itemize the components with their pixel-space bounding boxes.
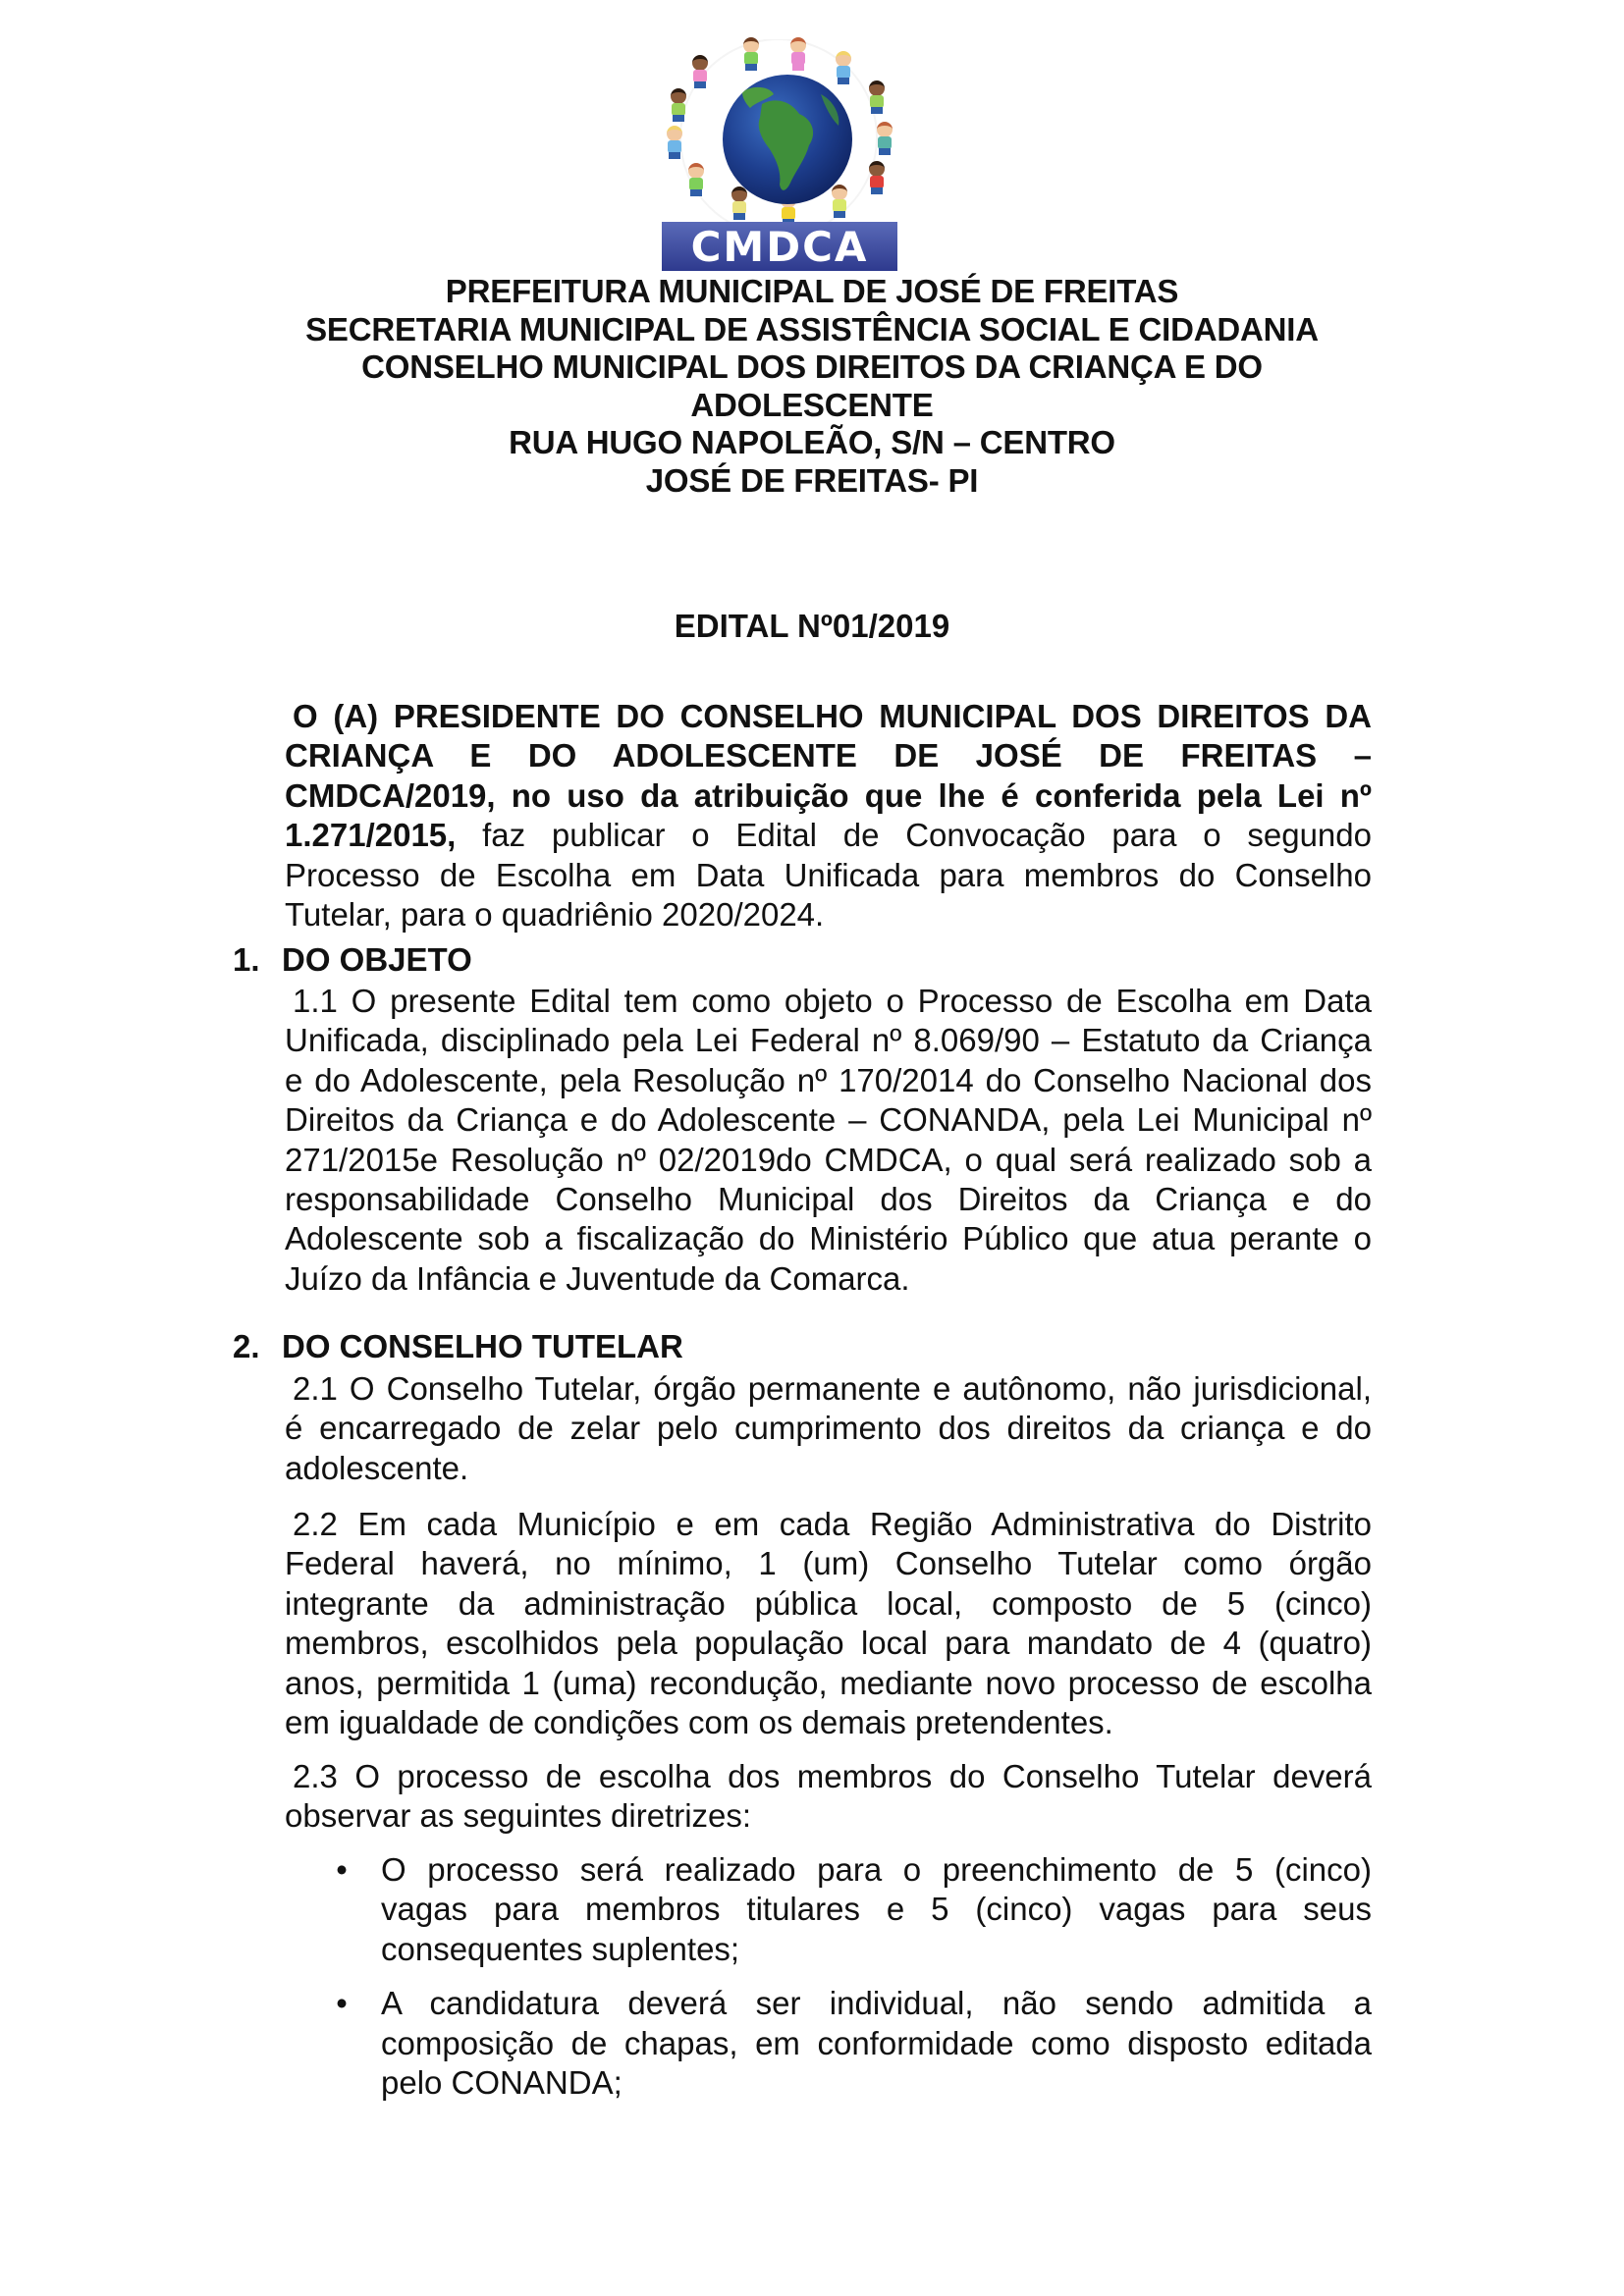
child-figure-icon (685, 163, 707, 196)
section-heading-objeto (233, 940, 472, 980)
header-line-conselho: CONSELHO MUNICIPAL DOS DIREITOS DA CRIANÇA E DO (361, 348, 1263, 385)
paragraph-line: 271/2015e Resolução nº 02/2019do CMDCA, o qual será realizado sob a (285, 1141, 1372, 1178)
child-figure-icon (866, 161, 888, 194)
paragraph-line: 1.1 O presente Edital tem como objeto o Processo de Escolha em Data (293, 983, 1372, 1019)
paragraph-line: e do Adolescente, pela Resolução nº 170/2014 do Conselho Nacional dos (285, 1061, 1372, 1098)
list-item (332, 1984, 1372, 2103)
paragraph-line: Adolescente sob a fiscalização do Ministério Público que atua perante o (285, 1220, 1372, 1257)
section-title: DO OBJETO (282, 941, 472, 978)
section-number: 2. (233, 1328, 260, 1364)
preamble-line: O (A) PRESIDENTE DO CONSELHO MUNICIPAL DOS DIREITOS DA (293, 698, 1372, 734)
paragraph-line: anos, permitida 1 (uma) recondução, mediante novo processo de escolha (285, 1664, 1372, 1701)
paragraph-line: 2.2 Em cada Município e em cada Região Administrativa do Distrito (293, 1506, 1372, 1542)
header-line-adolescente: ADOLESCENTE (690, 386, 934, 423)
paragraph-line: 2.3 O processo de escolha dos membros do Conselho Tutelar deverá (293, 1758, 1372, 1794)
paragraph-line: Federal haverá, no mínimo, 1 (um) Conselho Tutelar como órgão (285, 1545, 1372, 1582)
paragraph-2-1 (285, 1369, 1372, 1488)
paragraph-line: Unificada, disciplinado pela Lei Federal nº 8.069/90 – Estatuto da Criança (285, 1022, 1372, 1059)
list-item-line: A candidatura deverá ser individual, não sendo admitida a (381, 1985, 1372, 2022)
paragraph-2-3 (285, 1757, 1372, 1837)
child-figure-icon (874, 122, 895, 155)
law-reference: 1.271/2015, (285, 817, 457, 854)
child-figure-icon (866, 80, 888, 114)
edital-title: EDITAL Nº01/2019 (674, 608, 950, 644)
cmdca-logo (656, 35, 901, 271)
list-item-line: O processo será realizado para o preenchimento de 5 (cinco) (381, 1851, 1372, 1888)
paragraph-line: membros, escolhidos pela população local para mandato de 4 (quatro) (285, 1625, 1372, 1662)
logo-banner (662, 222, 897, 271)
list-item (332, 1850, 1372, 1969)
child-figure-icon (664, 126, 685, 159)
paragraph-1-1 (285, 982, 1372, 1299)
section-number: 1. (233, 941, 260, 978)
preamble-paragraph (285, 697, 1372, 934)
paragraph-line: 2.1 O Conselho Tutelar, órgão permanente e autônomo, não jurisdicional, (293, 1370, 1372, 1407)
paragraph-line: adolescente. (285, 1449, 469, 1486)
preamble-line-text: faz publicar o Edital de Convocação para o segundo (456, 817, 1372, 854)
list-item-line: vagas para membros titulares e 5 (cinco) vagas para seus (381, 1891, 1372, 1928)
paragraph-line: Direitos da Criança e do Adolescente – CONANDA, pela Lei Municipal nº (285, 1101, 1372, 1139)
header-line-secretaria: SECRETARIA MUNICIPAL DE ASSISTÊNCIA SOCIAL E CIDADANIA (305, 310, 1319, 347)
globe-icon (723, 75, 852, 204)
preamble-line: CMDCA/2019, no uso da atribuição que lhe é conferida pela Lei nº (285, 776, 1372, 814)
paragraph-line: Juízo da Infância e Juventude da Comarca. (285, 1259, 910, 1297)
paragraph-line: observar as seguintes diretrizes: (285, 1797, 752, 1835)
preamble-line (285, 816, 1372, 855)
list-item-line: consequentes suplentes; (381, 1930, 740, 1967)
header-line-prefeitura: PREFEITURA MUNICIPAL DE JOSÉ DE FREITAS (445, 273, 1179, 309)
paragraph-2-2 (285, 1505, 1372, 1742)
document-header (0, 273, 1624, 500)
header-line-city: JOSÉ DE FREITAS- PI (645, 461, 979, 499)
paragraph-line: integrante da administração pública local, composto de 5 (cinco) (285, 1584, 1372, 1622)
preamble-line: Processo de Escolha em Data Unificada para membros do Conselho (285, 856, 1372, 893)
child-figure-icon (689, 55, 711, 88)
section-heading-conselho-tutelar (233, 1327, 683, 1366)
paragraph-line: em igualdade de condições com os demais pretendentes. (285, 1704, 1113, 1741)
preamble-line: CRIANÇA E DO ADOLESCENTE DE JOSÉ DE FREITAS – (285, 737, 1372, 774)
logo-text: CMDCA (690, 222, 869, 271)
child-figure-icon (833, 51, 854, 84)
child-figure-icon (829, 185, 850, 218)
paragraph-line: responsabilidade Conselho Municipal dos Direitos da Criança e do (285, 1181, 1372, 1218)
list-item-line: pelo CONANDA; (381, 2064, 623, 2102)
diretrizes-list (332, 1850, 1372, 2117)
bullet-icon: • (336, 1851, 348, 1888)
list-item-line: composição de chapas, em conformidade como disposto editada (381, 2024, 1372, 2061)
bullet-icon: • (336, 1985, 348, 2022)
child-figure-icon (729, 187, 750, 220)
child-figure-icon (787, 37, 809, 71)
child-figure-icon (668, 88, 689, 122)
section-title: DO CONSELHO TUTELAR (282, 1328, 683, 1364)
child-figure-icon (740, 37, 762, 71)
paragraph-line: é encarregado de zelar pelo cumprimento dos direitos da criança e do (285, 1410, 1372, 1447)
header-line-address: RUA HUGO NAPOLEÃO, S/N – CENTRO (509, 424, 1115, 460)
preamble-line: Tutelar, para o quadriênio 2020/2024. (285, 896, 825, 934)
